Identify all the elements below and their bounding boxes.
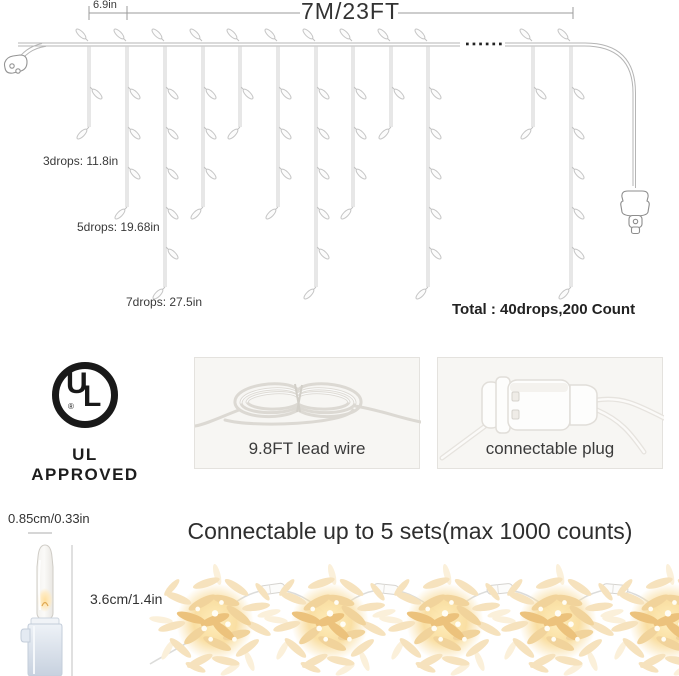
ul-certification xyxy=(20,362,150,485)
ul-logo-icon xyxy=(52,362,118,428)
drop-spacing-label: 6.9in xyxy=(93,0,117,11)
ul-approved-label: UL APPROVED xyxy=(31,445,139,484)
total-count-label: Total : 40drops,200 Count xyxy=(452,301,636,318)
drop-note-5: 5drops: 19.68in xyxy=(77,220,160,234)
drop-note-7: 7drops: 27.5in xyxy=(126,295,203,309)
lead-wire-caption: 9.8FT lead wire xyxy=(248,439,366,458)
drop-note-3: 3drops: 11.8in xyxy=(43,154,119,168)
female-connector-icon xyxy=(5,55,28,73)
connectable-plug-feature-box xyxy=(437,357,663,469)
ul-letter-l: L xyxy=(83,380,102,413)
total-length-label: 7M/23FT xyxy=(301,0,401,24)
continuation-dots xyxy=(466,43,502,46)
bulb-diameter-label: 0.85cm/0.33in xyxy=(8,511,90,526)
connectable-heading: Connectable up to 5 sets(max 1000 counts) xyxy=(187,518,633,544)
lead-wire-feature-box xyxy=(194,357,420,469)
ul-letter-u: U xyxy=(66,367,88,400)
icicle-drops xyxy=(75,28,586,301)
light-clusters xyxy=(149,563,679,676)
connectable-plug-caption: connectable plug xyxy=(485,439,615,458)
registered-mark: ® xyxy=(68,402,74,411)
bulb-length-label: 3.6cm/1.4in xyxy=(90,591,163,607)
connected-sets-illustration xyxy=(0,552,679,676)
male-plug-icon xyxy=(621,191,650,234)
